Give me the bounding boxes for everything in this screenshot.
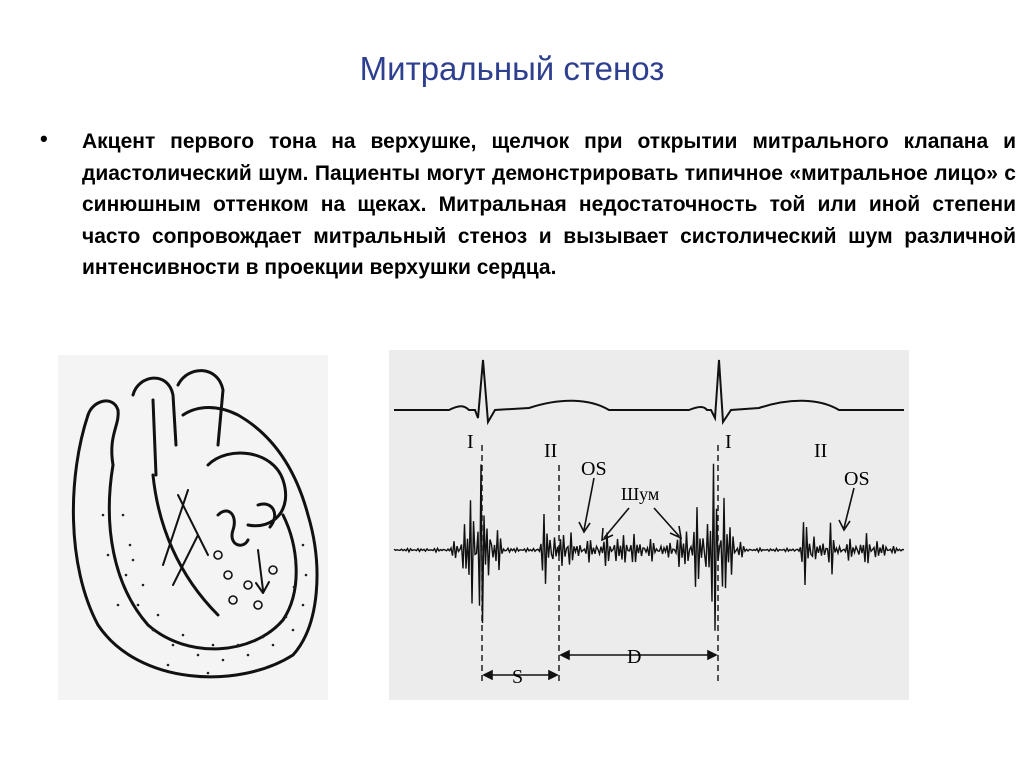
label-first-sound-2: I: [725, 431, 732, 453]
bullet-text: Акцент первого тона на верхушке, щелчок при открытии митрального клапана и диастолический шум. Пациенты могут демонстрировать типичное «митральное лицо» с синюшным оттенком на щеках. Митральная недостаточность той или иной степени часто сопровождает митральный стеноз и вызывает систолический шум различной интенсивности в проекции верхушки сердца.: [82, 130, 1016, 279]
slide-title: Митральный стеноз: [359, 50, 665, 87]
label-murmur: Шум: [621, 484, 660, 504]
label-first-sound-1: I: [467, 431, 474, 453]
label-opening-snap-2: OS: [844, 468, 870, 490]
label-second-sound-1: II: [544, 440, 558, 462]
heart-illustration: [58, 355, 328, 700]
label-opening-snap-1: OS: [581, 458, 607, 480]
bullet-marker: •: [40, 126, 48, 151]
phonocardiogram: [389, 350, 909, 700]
label-second-sound-2: II: [814, 440, 828, 462]
label-diastole: D: [627, 646, 642, 668]
label-systole: S: [512, 666, 524, 688]
